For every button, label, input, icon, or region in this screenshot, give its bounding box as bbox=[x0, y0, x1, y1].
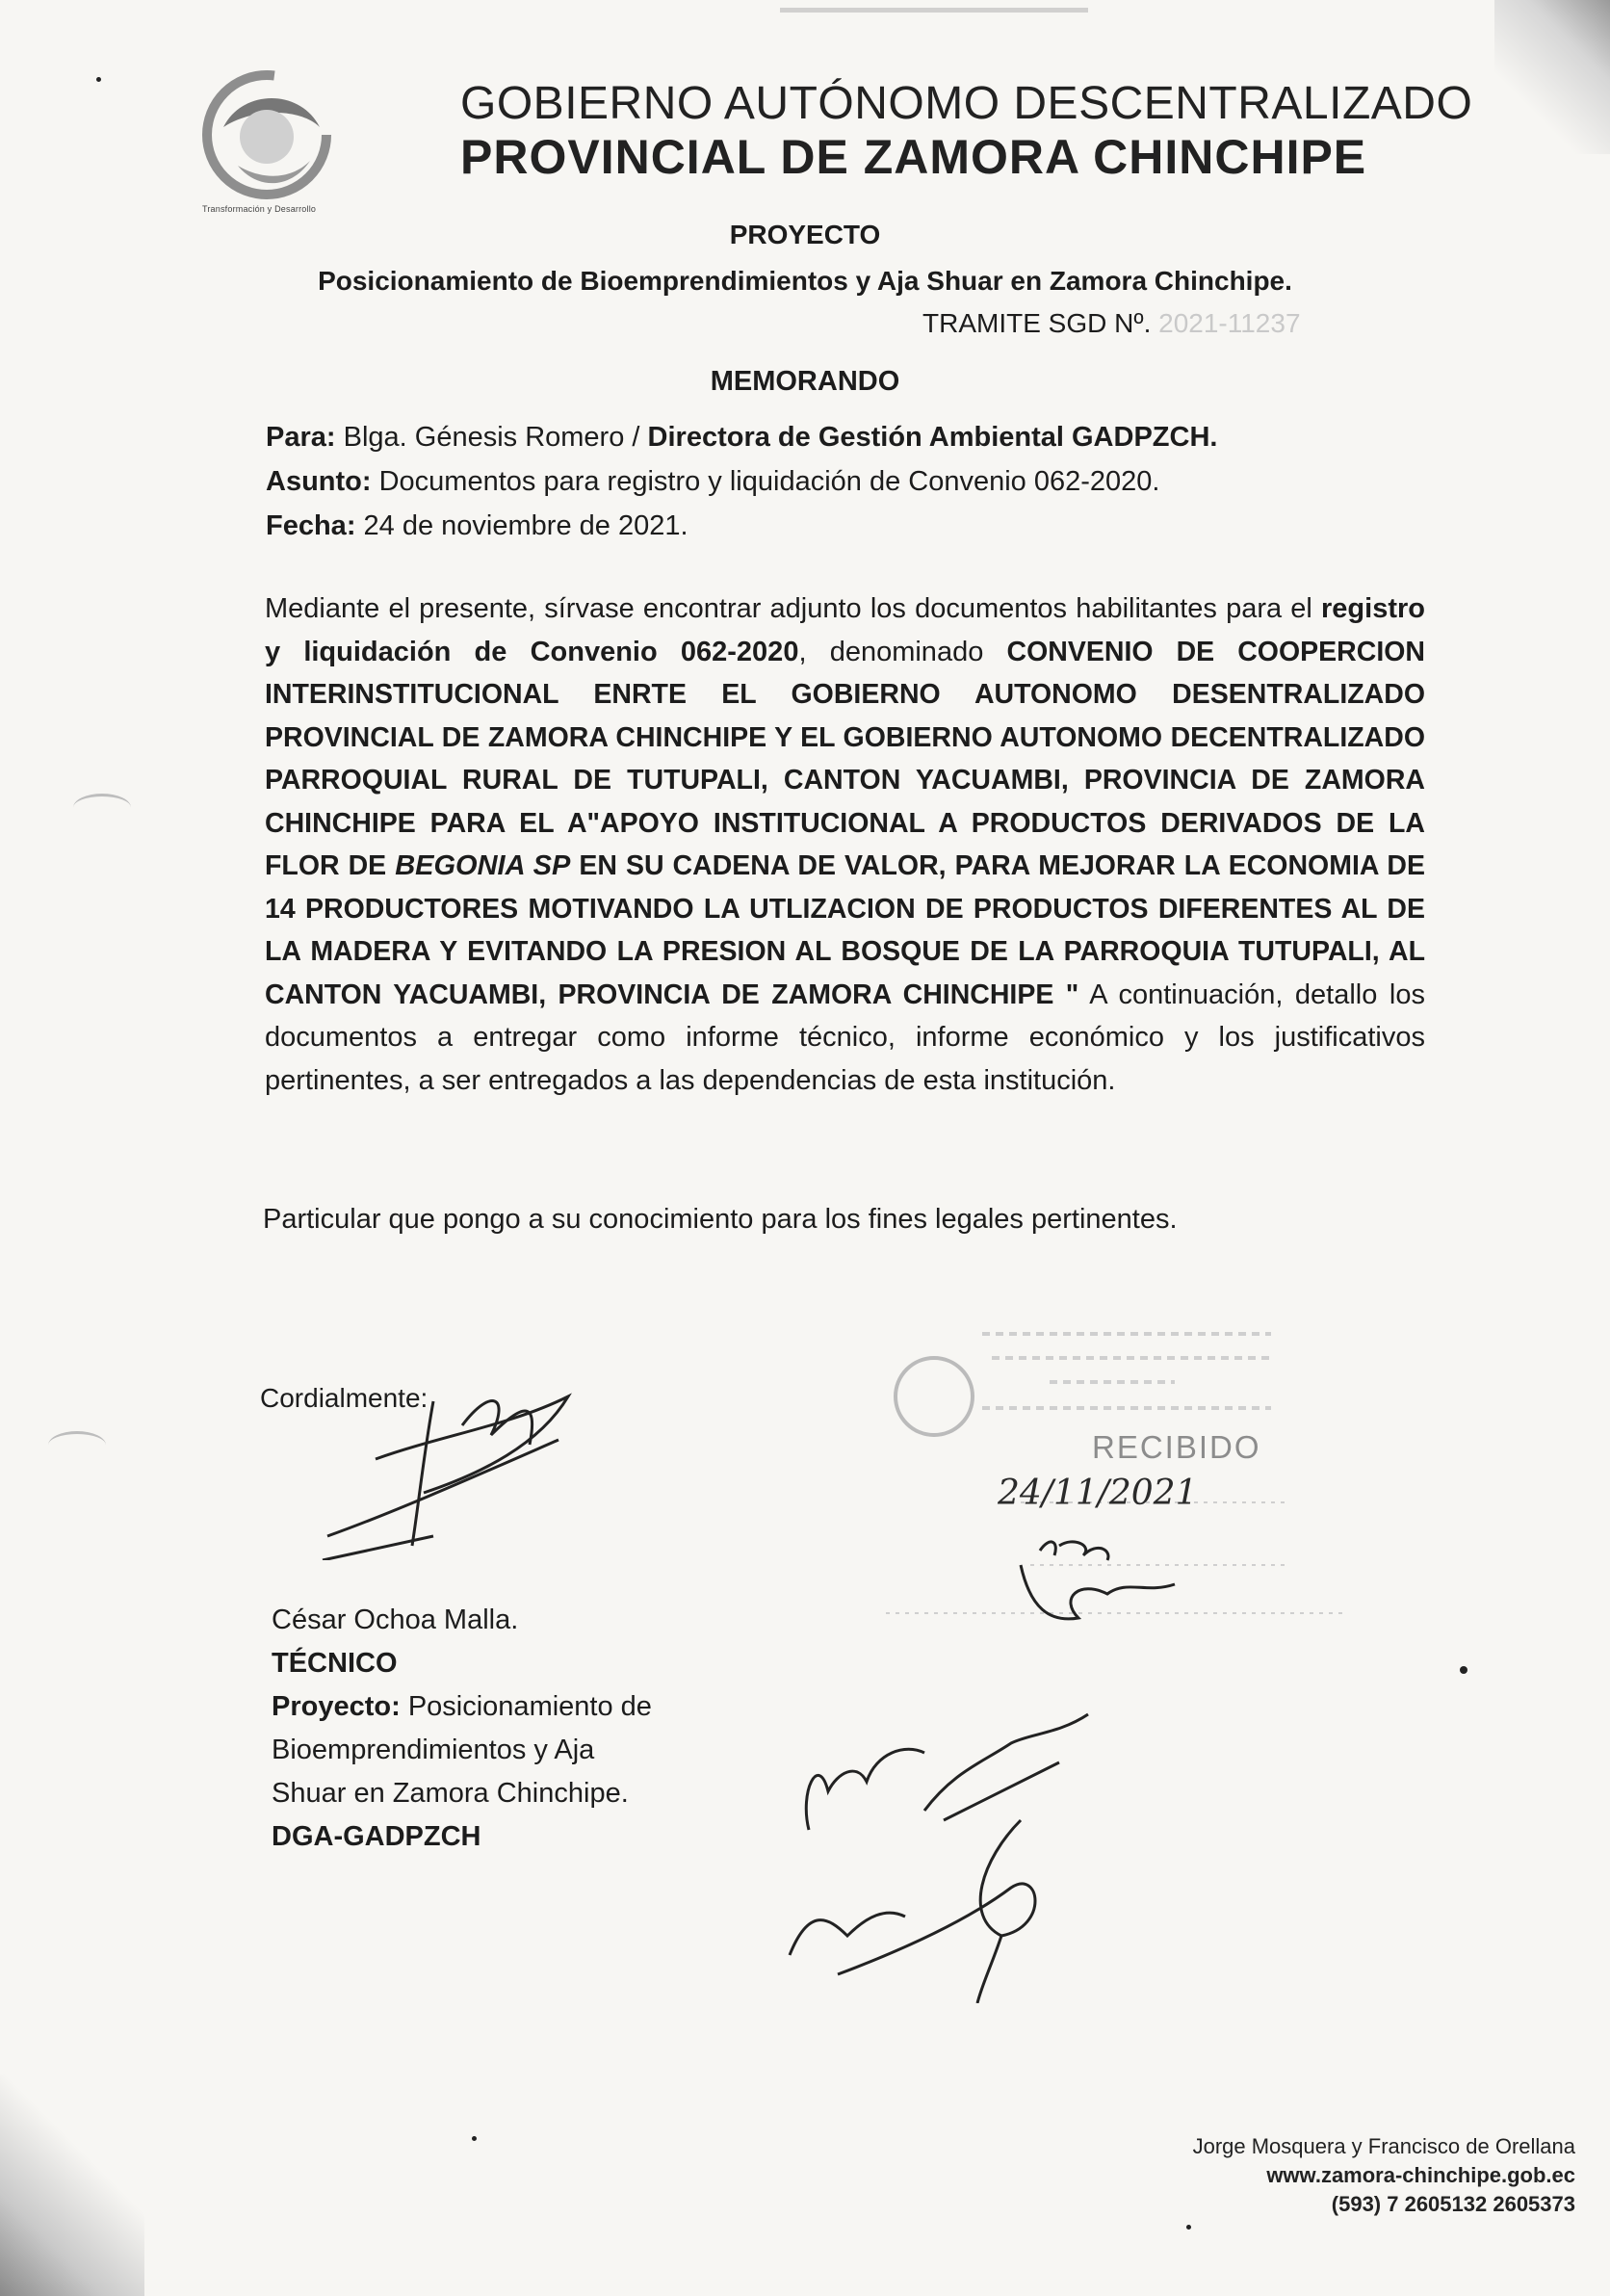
scan-dot bbox=[1460, 1666, 1467, 1674]
project-name: Posicionamiento de Bioemprendimientos y Aja Shuar en Zamora Chinchipe. bbox=[318, 266, 1292, 296]
handwritten-signature-icon bbox=[318, 1368, 607, 1560]
field-asunto bbox=[266, 466, 1159, 498]
header-line-2: PROVINCIAL DE ZAMORA CHINCHIPE bbox=[460, 130, 1367, 184]
asunto-label: Asunto: bbox=[266, 466, 372, 497]
body-bold: registro y liquidación de Convenio 062-2020 bbox=[265, 593, 1425, 667]
signer-project-line1: Posicionamiento de bbox=[400, 1691, 652, 1722]
signer-name: César Ochoa Malla. bbox=[272, 1605, 519, 1635]
memo-title: MEMORANDO bbox=[710, 366, 900, 397]
body-caps-b: EN SU CADENA DE VALOR, PARA MEJORAR LA ECONOMIA DE 14 PRODUCTORES MOTIVANDO LA UTLIZACION DE PRODUCTOS DIFERENTES AL DE LA MADERA Y EVITANDO LA PRESION AL BOSQUE DE LA PARROQUIA TUTUPALI, AL CANTON YACUAMBI, PROVINCIA DE ZAMORA CHINCHIPE " bbox=[265, 850, 1425, 1010]
fecha-label: Fecha: bbox=[266, 510, 356, 541]
body-caps-a: CONVENIO DE COOPERCION INTERINSTITUCIONAL ENRTE EL GOBIERNO AUTONOMO DESENTRALIZADO PROVINCIAL DE ZAMORA CHINCHIPE Y EL GOBIERNO AUTONOMO DECENTRALIZADO PARROQUIAL RURAL DE TUTUPALI, CANTON YACUAMBI, PROVINCIA DE ZAMORA CHINCHIPE PARA EL A"APOYO INSTITUCIONAL A PRODUCTOS DERIVADOS DE LA FLOR DE bbox=[265, 636, 1425, 881]
body-end: A continuación, detallo los documentos a entregar como informe técnico, informe económico y los justificativos pertinentes, a ser entregados a las dependencias de esta institución. bbox=[265, 978, 1425, 1096]
footer-contact bbox=[1193, 2132, 1575, 2219]
para-value: Blga. Génesis Romero / bbox=[335, 422, 648, 453]
header-line-1: GOBIERNO AUTÓNOMO DESCENTRALIZADO bbox=[460, 78, 1473, 129]
signer-role: TÉCNICO bbox=[272, 1648, 398, 1679]
logo-caption: Transformación y Desarrollo bbox=[202, 204, 317, 214]
cordial-label: Cordialmente: bbox=[260, 1383, 428, 1413]
tramite-number: 2021-11237 bbox=[1158, 308, 1301, 338]
body-mid: , denominado bbox=[798, 636, 1007, 667]
para-label: Para: bbox=[266, 422, 336, 453]
footer-address: Jorge Mosquera y Francisco de Orellana bbox=[1192, 2134, 1575, 2158]
body-caps-italic: BEGONIA SP bbox=[395, 850, 571, 881]
para-value-bold: Directora de Gestión Ambiental GADPZCH. bbox=[647, 422, 1218, 453]
footer-web: www.zamora-chinchipe.gob.ec bbox=[1266, 2163, 1575, 2187]
field-fecha bbox=[266, 510, 688, 542]
handwritten-note-icon bbox=[770, 1695, 1136, 2003]
signer-block bbox=[272, 1599, 652, 1859]
closing-line: Particular que pongo a su conocimiento para los fines legales pertinentes. bbox=[263, 1204, 1178, 1235]
scan-edge-line bbox=[780, 8, 1088, 13]
signer-dept: DGA-GADPZCH bbox=[272, 1821, 481, 1852]
tramite-label: TRAMITE SGD Nº. bbox=[922, 308, 1152, 338]
signer-project-line2: Bioemprendimientos y Aja bbox=[272, 1735, 595, 1765]
body-intro: Mediante el presente, sírvase encontrar adjunto los documentos habilitantes para el bbox=[265, 593, 1322, 624]
asunto-value: Documentos para registro y liquidación de Convenio 062-2020. bbox=[371, 466, 1160, 497]
stamp-recibido: RECIBIDO bbox=[1092, 1429, 1261, 1465]
tramite-line bbox=[922, 308, 1301, 339]
body-paragraph bbox=[265, 587, 1425, 1102]
scan-dot bbox=[96, 77, 101, 82]
stamp-date: 24/11/2021 bbox=[998, 1474, 1198, 1513]
fecha-value: 24 de noviembre de 2021. bbox=[355, 510, 688, 541]
scan-dot bbox=[472, 2136, 477, 2141]
field-para bbox=[266, 422, 1217, 454]
signer-project-label: Proyecto: bbox=[272, 1691, 401, 1722]
scan-shadow-top-right bbox=[1494, 0, 1610, 154]
scan-hole-mark bbox=[73, 794, 131, 822]
project-label: PROYECTO bbox=[729, 220, 881, 249]
signer-project-line3: Shuar en Zamora Chinchipe. bbox=[272, 1778, 629, 1809]
footer-phone: (593) 7 2605132 2605373 bbox=[1331, 2192, 1575, 2216]
scan-hole-mark bbox=[48, 1431, 106, 1459]
gadpzch-logo-icon bbox=[185, 60, 349, 223]
scan-dot bbox=[1186, 2225, 1191, 2230]
scan-shadow-bottom-left bbox=[0, 2074, 144, 2296]
